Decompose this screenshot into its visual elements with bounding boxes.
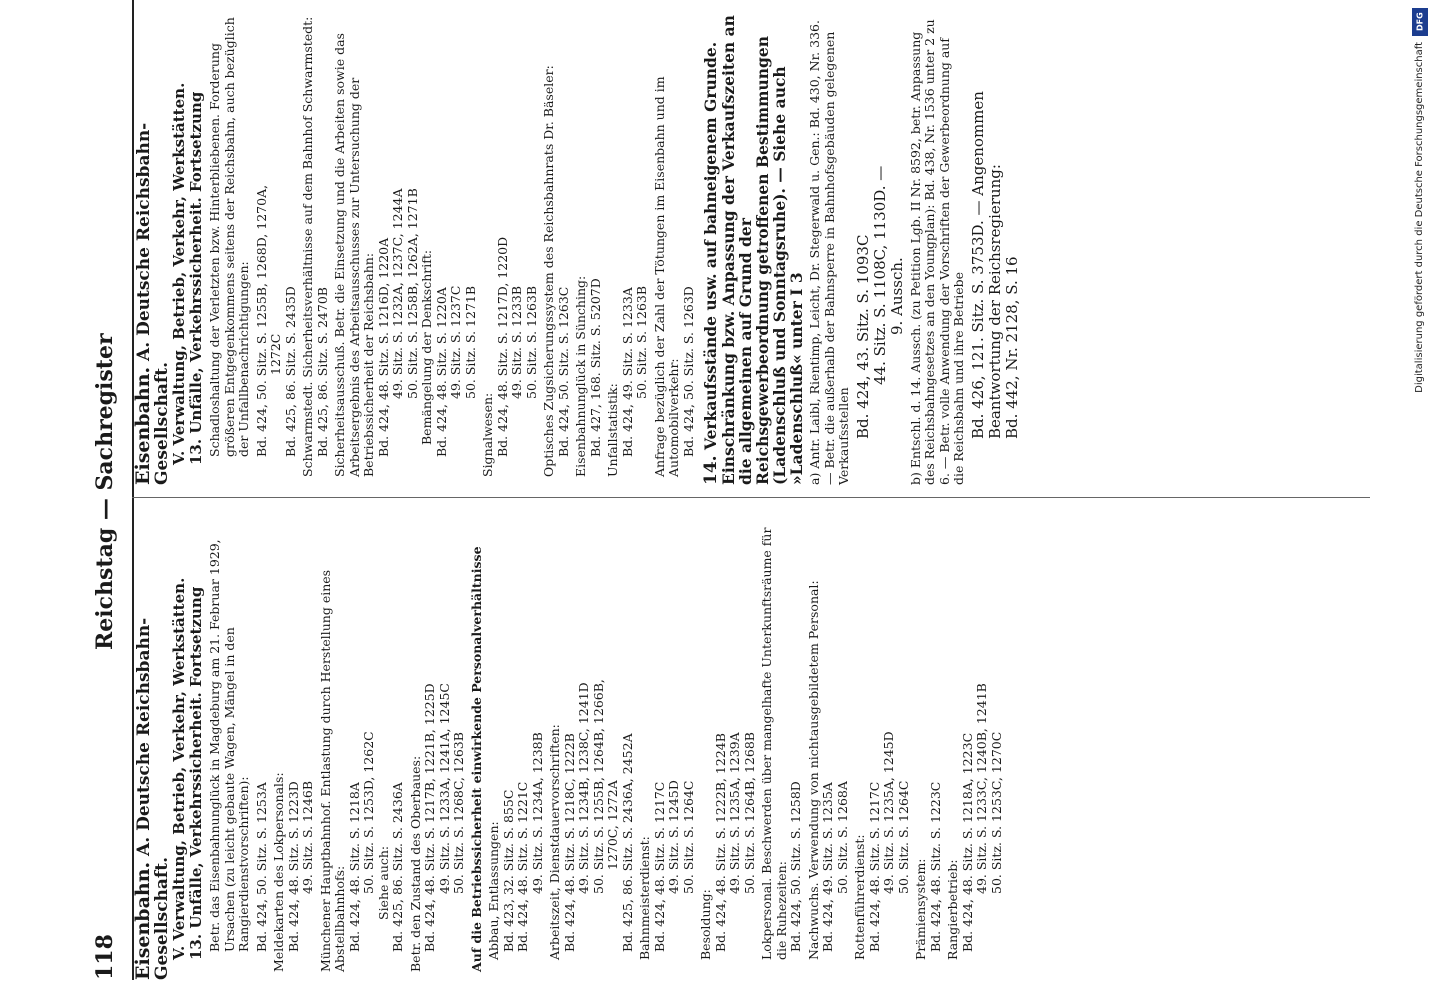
index-entry: Meldekarten des Lokpersonals: Bd. 424, 48. Sitz. S. 1223D 49. Sitz. S. 1246B xyxy=(271,772,315,972)
credit-text: Digitalisierung gefördert durch die Deutsche Forschungsgemeinschaft xyxy=(1414,42,1425,393)
index-entry: Rangierbetrieb: Bd. 424, 48. Sitz. S. 1218A, 1223C 49. Sitz. S. 1233C, 1240B, 1241B 50. Sitz. S. 1253C, 1270C xyxy=(945,683,1004,960)
index-entry: Sicherheitsausschuß. Betr. die Einsetzung und die Arbeiten sowie das Arbeitsergebnis des Arbeitsausschusses zur Untersuchung der Betriebssicherheit der Reichsbahn: Bd. 424, 48. Sitz. S. 1216D, 1220A 49. Sitz. S. 1232A, 1237C, 1244A 50. Sitz. S. 1258B, 1262A, 1271B Bemängelung der Denkschrift: Bd. 424, 48. Sitz. S. 1220A 49. Sitz. S. 1237C 50. Sitz. S. 1271B xyxy=(332,33,478,477)
index-entry: Abbau, Entlassungen: Bd. 423, 32. Sitz. S. 855C Bd. 424, 48. Sitz. S. 1221C 49. Sitz. S. 1234A, 1238B xyxy=(486,732,545,960)
index-entry: Lokpersonal. Beschwerden über mangelhafte Unterkunftsräume für die Ruhezeiten: Bd. 424, 50. Sitz. S. 1258D xyxy=(759,527,803,960)
index-entry: Anfrage bezüglich der Zahl der Tötungen im Eisenbahn und im Automobilverkehr: Bd. 424, 50. Sitz. S. 1263D xyxy=(651,76,696,477)
index-entry: Auf die Betriebssicherheit einwirkende Personalverhältnisse xyxy=(468,546,484,972)
index-entry: Eisenbahnunglück in Sünching: Bd. 427, 168. Sitz. S. 5207D xyxy=(573,275,603,477)
document-page xyxy=(70,0,1370,1000)
section-heading-v: V. Verwaltung, Betrieb, Verkehr, Werkstätten. xyxy=(170,82,188,465)
index-entry: Besoldung: Bd. 424, 48. Sitz. S. 1222B, 1224B 49. Sitz. S. 1235A, 1239A 50. Sitz. S. 1264B, 1268B xyxy=(698,732,757,960)
page-number: 118 xyxy=(92,934,118,980)
index-entry: Betr. den Zustand des Oberbaues: Bd. 424, 48. Sitz. S. 1217B, 1221B, 1225D 49. Sitz. S. 1233A, 1241A, 1245C 50. Sitz. S. 1268C, 1263B xyxy=(407,683,466,972)
index-entry: Signalwesen: Bd. 424, 48. Sitz. S. 1217D, 1220D 49. Sitz. S. 1233B 50. Sitz. S. 1263B xyxy=(480,236,539,477)
index-entry: Münchener Hauptbahnhof. Entlastung durch Herstellung eines Abstellbahnhofs: Bd. 424, 48. Sitz. S. 1218A 50. Sitz. S. 1253D, 1262C Siehe auch: Bd. 425, 86. Sitz. S. 2436A xyxy=(317,569,405,972)
index-entry: Arbeitszeit, Dienstdauervorschriften: Bd. 424, 48. Sitz. S. 1218C, 1222B 49. Sitz. S. 1234B, 1238C, 1241D 50. Sitz. S. 1255B, 1264B, 1266B, 1270C, 1272A Bd. 425, 86. Sitz. S. 2436A, 2452A xyxy=(547,679,635,960)
section-heading-13: 13. Unfälle, Verkehrssicherheit. Fortsetzung xyxy=(187,586,205,960)
left-column xyxy=(130,510,1370,980)
dfg-logo: DFG xyxy=(1412,8,1428,36)
index-entry: Schadloshaltung der Verletzten bzw. Hinterbliebenen. Forderung größeren Entgegenkommens seitens der Reichsbahn, auch bezüglich der Unfallbenachrichtigungen: Bd. 424, 50. Sitz. S. 1255B, 1268D, 1270A, 1272C Bd. 425, 86. Sitz. S. 2435D xyxy=(207,17,298,457)
index-entry: b) Entschl. d. 14. Aussch. (zu Petition Lgb. II Nr. 8592, betr. Anpassung des Reichsbahngesetzes an den Youngplan): Bd. 438, Nr. 1536 unter 2 zu 6. — Betr. volle Anwendung der Vorschriften der Gewerbeordnung auf die Reichsbahn und ihre Betriebe Bd. 426, 121. Sitz. S. 3753D. — Angenommen Beantwortung der Reichsregierung: Bd. 442, Nr. 2128, S. 16 xyxy=(907,19,1021,485)
section-heading-13: 13. Unfälle, Verkehrssicherheit. Fortsetzung xyxy=(187,91,205,465)
right-column xyxy=(130,15,1370,485)
column-heading: Eisenbahn. A. Deutsche Reichsbahn-Gesellschaft. xyxy=(132,617,172,980)
section-heading-v: V. Verwaltung, Betrieb, Verkehr, Werkstätten. xyxy=(170,577,188,960)
index-entry: Betr. das Eisenbahnunglück in Magdeburg am 21. Februar 1929, Ursachen (zu leicht gebaute Wagen, Mängel in den Rangierdienstvorschriften): Bd. 424, 50. Sitz. S. 1253A xyxy=(207,539,269,952)
index-entry: Prämiensystem: Bd. 424, 48. Sitz. S. 1223C xyxy=(913,781,943,960)
index-entry: Rottenführerdienst: Bd. 424, 48. Sitz. S. 1217C 49. Sitz. S. 1235A, 1245D 50. Sitz. S. 1264C xyxy=(852,731,911,960)
index-entry: Nachwuchs. Verwendung von nichtausgebildetem Personal: Bd. 424, 49. Sitz. S. 1235A 50. Sitz. S. 1268A xyxy=(805,580,850,960)
page-title: Reichstag — Sachregister xyxy=(92,333,118,650)
section-14: 14. Verkaufsstände usw. auf bahneigenem Grunde. Einschränkung bzw. Anpassung der Verkaufszeiten an die allgemeinen auf Grund der Reichsgewerbeordnung getroffenen Bestimmungen (Ladenschluß und Sonntagsruhe). — Siehe auch »Ladenschluß« unter I 3 xyxy=(701,15,806,485)
column-divider xyxy=(132,497,1370,498)
index-entry: a) Antr. Laibl, Rientimp, Leicht, Dr. Stegerwald u. Gen.: Bd. 430, Nr. 336. — Betr. die außerhalb der Bahnsperre in Bahnhofsgebäuden gelegenen Verkaufsstellen Bd. 424, 43. Sitz. S. 1093C 44. Sitz. S. 1108C, 1130D. — 9. Aussch. xyxy=(807,20,906,485)
index-entry: Unfallstatistik: Bd. 424, 49. Sitz. S. 1233A 50. Sitz. S. 1263B xyxy=(605,285,649,477)
digitization-credit xyxy=(1412,8,1428,988)
index-entry: Optisches Zugsicherungssystem des Reichsbahnrats Dr. Bäseler: Bd. 424, 50. Sitz. S. 1263C xyxy=(541,65,571,477)
page-header xyxy=(92,0,122,980)
index-entry: Schwarmstedt. Sicherheitsverhältnisse auf dem Bahnhof Schwarmstedt: Bd. 425, 86. Sitz. S. 2470B xyxy=(300,16,330,477)
index-entry: Bahnmeisterdienst: Bd. 424, 48. Sitz. S. 1217C 49. Sitz. S. 1245D 50. Sitz. S. 1264C xyxy=(637,780,696,960)
column-heading: Eisenbahn. A. Deutsche Reichsbahn-Gesellschaft. xyxy=(132,122,172,485)
